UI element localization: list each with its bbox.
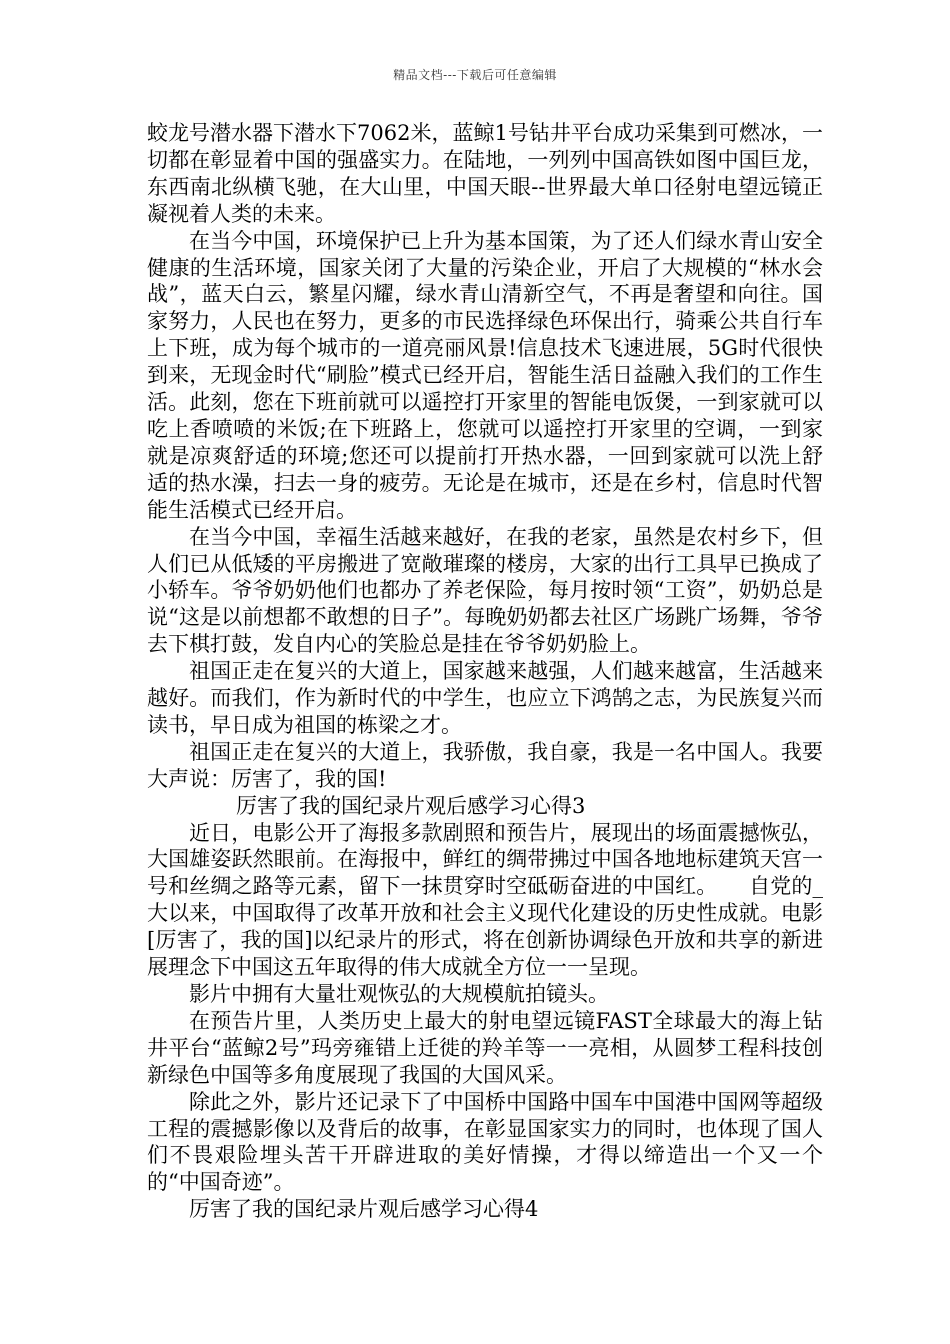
section-heading-3: 厉害了我的国纪录片观后感学习心得3 <box>236 793 586 818</box>
section-heading-4: 厉害了我的国纪录片观后感学习心得4 <box>189 1197 539 1222</box>
paragraph-9: 除此之外，影片还记录下了中国桥中国路中国车中国港中国网等超级工程的震撼影像以及背后的故事，在彰显国家实力的同时，也体现了国人们不畏艰险埋头苦干开辟进取的美好情操，才得以缔造出一个又一个的“中国奇迹”。 <box>147 1089 823 1195</box>
paragraph-1: 蛟龙号潜水器下潜水下7062米，蓝鲸1号钻井平台成功采集到可燃冰，一切都在彰显着中国的强盛实力。在陆地，一列列中国高铁如图中国巨龙，东西南北纵横飞驰，在大山里，中国天眼--世界最大单口径射电望远镜正凝视着人类的未来。 <box>147 121 823 226</box>
paragraph-2: 在当今中国，环境保护已上升为基本国策，为了还人们绿水青山安全健康的生活环境，国家关闭了大量的污染企业，开启了大规模的“林水会战”，蓝天白云，繁星闪耀，绿水青山清新空气，不再是奢望和向往。国家努力，人民也在努力，更多的市民选择绿色环保出行，骑乘公共自行车上下班，成为每个城市的一道亮丽风景!信息技术飞速进展，5G时代很快到来，无现金时代“刷脸”模式已经开启，智能生活日益融入我们的工作生活。此刻，您在下班前就可以遥控打开家里的智能电饭煲，一到家就可以吃上香喷喷的米饭;在下班路上，您就可以遥控打开家里的空调，一到家就是凉爽舒适的环境;您还可以提前打开热水器，一回到家就可以洗上舒适的热水澡，扫去一身的疲劳。无论是在城市，还是在乡村，信息时代智能生活模式已经开启。 <box>147 228 823 522</box>
page-header: 精品文档---下载后可任意编辑 <box>393 68 557 82</box>
paragraph-6: 近日，电影公开了海报多款剧照和预告片，展现出的场面震撼恢弘，大国雄姿跃然眼前。在海报中，鲜红的绸带拂过中国各地地标建筑天宫一号和丝绸之路等元素，留下一抹贯穿时空砥砺奋进的中国红。 自党的_大以来，中国取得了改革开放和社会主义现代化建设的历史性成就。电影[厉害了，我的国]以纪录片的形式，将在创新协调绿色开放和共享的新进展理念下中国这五年取得的伟大成就全方位一一呈现。 <box>147 820 823 980</box>
paragraph-8: 在预告片里，人类历史上最大的射电望远镜FAST全球最大的海上钻井平台“蓝鲸2号”玛旁雍错上迁徙的羚羊等一一亮相，从圆梦工程科技创新绿色中国等多角度展现了我国的大国风采。 <box>147 1008 823 1087</box>
paragraph-4: 祖国正走在复兴的大道上，国家越来越强，人们越来越富，生活越来越好。而我们，作为新时代的中学生，也应立下鸿鹄之志，为民族复兴而读书，早日成为祖国的栋梁之才。 <box>147 659 823 737</box>
paragraph-3: 在当今中国，幸福生活越来越好，在我的老家，虽然是农村乡下，但人们已从低矮的平房搬进了宽敞璀璨的楼房，大家的出行工具早已换成了小轿车。爷爷奶奶他们也都办了养老保险，每月按时领“工资”，奶奶总是说“这是以前想都不敢想的日子”。每晚奶奶都去社区广场跳广场舞，爷爷去下棋打鼓，发自内心的笑脸总是挂在爷爷奶奶脸上。 <box>147 524 823 657</box>
paragraph-5: 祖国正走在复兴的大道上，我骄傲，我自豪，我是一名中国人。我要大声说：厉害了，我的国! <box>147 739 823 791</box>
paragraph-7: 影片中拥有大量壮观恢弘的大规模航拍镜头。 <box>189 982 609 1006</box>
document-body <box>147 120 823 1223</box>
